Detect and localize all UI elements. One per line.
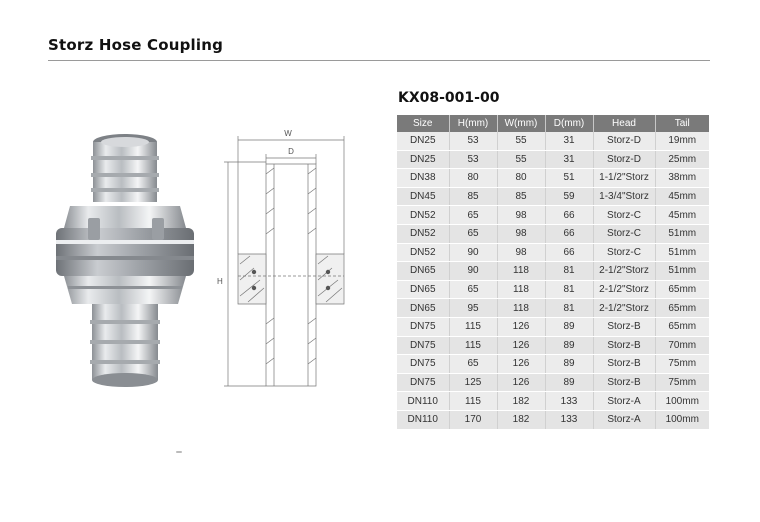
table-cell: 115: [449, 317, 497, 336]
table-cell: 38mm: [655, 169, 709, 188]
title-divider: [48, 60, 710, 61]
decorative-mark: [176, 451, 182, 453]
table-cell: Storz-A: [593, 410, 655, 429]
table-cell: 126: [497, 317, 545, 336]
table-cell: 125: [449, 373, 497, 392]
table-cell: DN65: [397, 262, 449, 281]
table-cell: 65mm: [655, 299, 709, 318]
table-cell: 65: [449, 224, 497, 243]
table-cell: 55: [497, 132, 545, 150]
table-cell: 90: [449, 262, 497, 281]
table-cell: 85: [449, 187, 497, 206]
table-cell: 126: [497, 373, 545, 392]
table-cell: DN25: [397, 150, 449, 169]
cross-section-drawing: [214, 124, 354, 394]
table-cell: 80: [497, 169, 545, 188]
table-cell: 51: [545, 169, 593, 188]
table-cell: Storz-D: [593, 150, 655, 169]
spec-table: [397, 115, 709, 430]
table-row: [397, 299, 709, 318]
table-header-row: [397, 115, 709, 132]
table-cell: 81: [545, 262, 593, 281]
table-cell: 133: [545, 392, 593, 411]
table-cell: 65mm: [655, 280, 709, 299]
table-cell: Storz-B: [593, 373, 655, 392]
table-cell: DN110: [397, 392, 449, 411]
table-cell: 100mm: [655, 392, 709, 411]
col-header-w: W(mm): [497, 115, 545, 132]
table-row: [397, 410, 709, 429]
table-cell: 95: [449, 299, 497, 318]
table-cell: DN38: [397, 169, 449, 188]
col-header-h: H(mm): [449, 115, 497, 132]
table-cell: 45mm: [655, 187, 709, 206]
table-row: [397, 206, 709, 225]
table-row: [397, 336, 709, 355]
table-cell: 81: [545, 280, 593, 299]
table-cell: DN25: [397, 132, 449, 150]
table-cell: 115: [449, 392, 497, 411]
table-cell: 89: [545, 336, 593, 355]
table-cell: 51mm: [655, 224, 709, 243]
table-row: [397, 187, 709, 206]
table-row: [397, 243, 709, 262]
col-header-head: Head: [593, 115, 655, 132]
table-cell: 51mm: [655, 262, 709, 281]
table-cell: 75mm: [655, 355, 709, 374]
table-cell: DN52: [397, 224, 449, 243]
table-cell: Storz-B: [593, 336, 655, 355]
table-cell: 118: [497, 299, 545, 318]
table-cell: 182: [497, 410, 545, 429]
table-cell: 126: [497, 355, 545, 374]
table-row: [397, 392, 709, 411]
table-row: [397, 132, 709, 150]
table-cell: 126: [497, 336, 545, 355]
table-cell: 2-1/2"Storz: [593, 299, 655, 318]
table-cell: DN52: [397, 206, 449, 225]
table-cell: Storz-C: [593, 206, 655, 225]
table-row: [397, 355, 709, 374]
table-cell: 98: [497, 243, 545, 262]
table-cell: DN75: [397, 373, 449, 392]
table-cell: 25mm: [655, 150, 709, 169]
table-cell: 65: [449, 206, 497, 225]
table-cell: 85: [497, 187, 545, 206]
table-row: [397, 262, 709, 281]
model-code: KX08-001-00: [398, 90, 500, 106]
table-cell: 81: [545, 299, 593, 318]
table-cell: 65: [449, 355, 497, 374]
table-cell: 2-1/2"Storz: [593, 262, 655, 281]
table-cell: DN45: [397, 187, 449, 206]
table-cell: DN110: [397, 410, 449, 429]
table-cell: 115: [449, 336, 497, 355]
table-cell: 98: [497, 224, 545, 243]
coupling-photo: [48, 128, 198, 390]
table-cell: Storz-D: [593, 132, 655, 150]
table-cell: 53: [449, 150, 497, 169]
table-cell: DN65: [397, 299, 449, 318]
table-cell: 70mm: [655, 336, 709, 355]
table-cell: 100mm: [655, 410, 709, 429]
col-header-tail: Tail: [655, 115, 709, 132]
table-row: [397, 150, 709, 169]
table-cell: 170: [449, 410, 497, 429]
col-header-d: D(mm): [545, 115, 593, 132]
table-cell: 19mm: [655, 132, 709, 150]
table-cell: DN75: [397, 317, 449, 336]
table-cell: DN52: [397, 243, 449, 262]
table-cell: 55: [497, 150, 545, 169]
table-cell: 80: [449, 169, 497, 188]
table-cell: 66: [545, 224, 593, 243]
table-cell: Storz-A: [593, 392, 655, 411]
table-cell: Storz-B: [593, 317, 655, 336]
table-cell: 118: [497, 262, 545, 281]
table-cell: 31: [545, 150, 593, 169]
height-label: H: [217, 277, 223, 286]
table-cell: DN75: [397, 336, 449, 355]
table-cell: Storz-C: [593, 224, 655, 243]
table-row: [397, 280, 709, 299]
table-cell: DN65: [397, 280, 449, 299]
col-header-size: Size: [397, 115, 449, 132]
table-cell: 89: [545, 355, 593, 374]
table-cell: 53: [449, 132, 497, 150]
diameter-label: D: [288, 147, 294, 156]
table-cell: 51mm: [655, 243, 709, 262]
table-cell: 90: [449, 243, 497, 262]
table-cell: 1-1/2"Storz: [593, 169, 655, 188]
page-title: Storz Hose Coupling: [48, 36, 224, 54]
table-cell: 98: [497, 206, 545, 225]
table-cell: Storz-C: [593, 243, 655, 262]
table-cell: 66: [545, 243, 593, 262]
table-cell: Storz-B: [593, 355, 655, 374]
table-row: [397, 224, 709, 243]
table-cell: 2-1/2"Storz: [593, 280, 655, 299]
table-cell: DN75: [397, 355, 449, 374]
table-row: [397, 373, 709, 392]
table-cell: 89: [545, 373, 593, 392]
table-cell: 89: [545, 317, 593, 336]
table-cell: 1-3/4"Storz: [593, 187, 655, 206]
width-label: W: [284, 129, 292, 138]
table-cell: 31: [545, 132, 593, 150]
table-row: [397, 317, 709, 336]
table-cell: 65: [449, 280, 497, 299]
table-cell: 182: [497, 392, 545, 411]
table-cell: 133: [545, 410, 593, 429]
table-row: [397, 169, 709, 188]
table-cell: 45mm: [655, 206, 709, 225]
table-cell: 59: [545, 187, 593, 206]
table-cell: 65mm: [655, 317, 709, 336]
table-cell: 118: [497, 280, 545, 299]
table-cell: 66: [545, 206, 593, 225]
table-cell: 75mm: [655, 373, 709, 392]
